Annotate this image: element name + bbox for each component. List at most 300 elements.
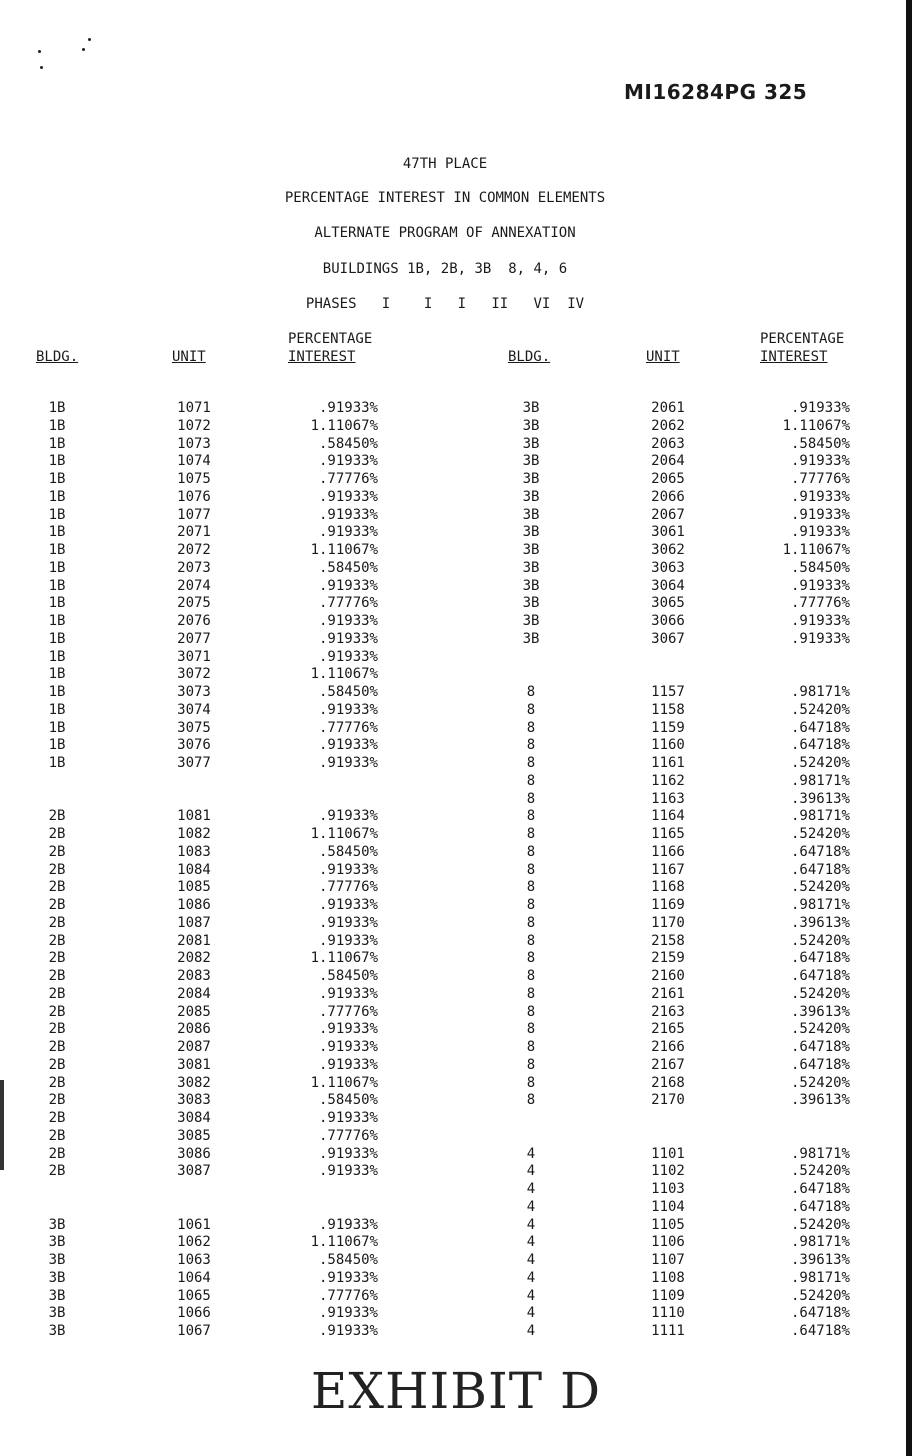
table-cell-bldg: 3B xyxy=(522,542,540,558)
table-cell-pct: .64718% xyxy=(790,1198,850,1215)
table-cell-unit xyxy=(164,1199,224,1217)
table-cell-unit: 3077 xyxy=(177,755,211,771)
table-cell-pct: .52420% xyxy=(790,701,850,718)
table-cell-unit: 3081 xyxy=(177,1056,211,1073)
table-cell-pct: .91933% xyxy=(790,613,850,629)
header-unit-left: UNIT xyxy=(172,349,206,365)
table-cell-unit: 3072 xyxy=(177,666,211,683)
table-cell-bldg: 1B xyxy=(48,595,66,612)
table-cell-pct: .91933% xyxy=(318,453,378,470)
table-cell-unit: 1169 xyxy=(651,897,685,913)
table-cell-pct: .98171% xyxy=(790,808,850,825)
table-cell-unit: 1062 xyxy=(177,1234,211,1251)
table-cell-pct: .91933% xyxy=(318,1216,378,1233)
table-cell-unit xyxy=(638,666,698,684)
table-cell-unit: 1074 xyxy=(177,453,211,470)
table-cell-unit: 1065 xyxy=(177,1287,211,1304)
table-cell-unit: 3067 xyxy=(651,630,685,647)
table-cell-unit: 1071 xyxy=(177,400,211,416)
table-cell-unit: 2159 xyxy=(651,950,685,967)
table-cell-unit: 2160 xyxy=(651,968,685,984)
table-cell-bldg: 1B xyxy=(48,453,66,470)
table-cell-pct: .64718% xyxy=(790,843,850,860)
table-cell-pct: .52420% xyxy=(790,985,850,1002)
table-cell-unit: 3087 xyxy=(177,1163,211,1180)
table-cell-bldg: 4 xyxy=(526,1323,536,1339)
table-cell-bldg: 3B xyxy=(522,613,540,629)
right-pct-column xyxy=(740,400,850,1341)
table-cell-pct: .58450% xyxy=(318,559,378,576)
table-cell-unit: 1158 xyxy=(651,701,685,718)
table-cell-unit: 1167 xyxy=(651,861,685,878)
book-page-number: MI16284PG 325 xyxy=(624,80,808,104)
table-cell-unit: 3083 xyxy=(177,1092,211,1109)
table-cell-bldg: 8 xyxy=(526,914,536,931)
table-cell-pct: .64718% xyxy=(790,1056,850,1073)
table-cell-pct: .91933% xyxy=(318,524,378,541)
table-cell-pct: .91933% xyxy=(318,808,378,825)
table-cell-unit: 2086 xyxy=(177,1021,211,1038)
table-cell-unit: 1109 xyxy=(651,1287,685,1304)
speck xyxy=(82,48,85,51)
header-bldg-right: BLDG. xyxy=(508,349,551,365)
table-cell-unit: 2168 xyxy=(651,1074,685,1091)
table-cell-unit: 2073 xyxy=(177,559,211,576)
table-cell-bldg: 3B xyxy=(522,524,540,541)
table-cell-bldg: 8 xyxy=(526,737,536,754)
table-cell-bldg: 3B xyxy=(522,559,540,576)
table-cell-unit: 2085 xyxy=(177,1003,211,1020)
table-cell-unit: 1066 xyxy=(177,1305,211,1322)
table-cell-pct: .77776% xyxy=(318,719,378,736)
table-cell-bldg: 8 xyxy=(526,897,536,913)
table-cell-bldg: 8 xyxy=(526,879,536,896)
table-cell-unit: 2065 xyxy=(651,471,685,487)
table-cell-pct: .64718% xyxy=(790,1181,850,1197)
table-cell-unit: 1105 xyxy=(651,1216,685,1233)
table-cell-unit: 2072 xyxy=(177,542,211,558)
table-cell-pct: .91933% xyxy=(318,932,378,949)
table-cell-bldg: 3B xyxy=(48,1269,66,1286)
table-cell-unit: 1064 xyxy=(177,1269,211,1286)
table-cell-unit: 2165 xyxy=(651,1021,685,1038)
table-cell-bldg: 3B xyxy=(522,471,540,487)
table-cell-unit: 3073 xyxy=(177,684,211,700)
table-cell-bldg: 2B xyxy=(48,1092,66,1109)
table-cell-bldg: 4 xyxy=(526,1145,536,1162)
table-cell-unit: 1086 xyxy=(177,897,211,913)
table-cell-bldg: 3B xyxy=(522,630,540,647)
table-cell-pct: .64718% xyxy=(790,1323,850,1339)
table-cell-unit: 1168 xyxy=(651,879,685,896)
table-cell-unit: 3086 xyxy=(177,1145,211,1162)
table-cell-bldg: 1B xyxy=(48,524,66,541)
header-pct-left-1: PERCENTAGE xyxy=(288,331,373,347)
table-cell-pct: .77776% xyxy=(318,471,378,487)
exhibit-label: EXHIBIT D xyxy=(310,1362,602,1420)
table-cell-bldg: 2B xyxy=(48,1145,66,1162)
title-line-1: 47TH PLACE xyxy=(402,156,488,172)
table-cell-pct: .52420% xyxy=(790,755,850,771)
table-cell-pct: .58450% xyxy=(318,1252,378,1268)
table-cell-pct: .91933% xyxy=(790,488,850,505)
table-cell-bldg xyxy=(37,1199,77,1217)
table-cell-pct: .64718% xyxy=(790,861,850,878)
table-cell-bldg: 8 xyxy=(526,968,536,984)
table-cell-unit xyxy=(164,773,224,791)
table-cell-pct: .64718% xyxy=(790,1305,850,1322)
table-cell-bldg: 3B xyxy=(48,1234,66,1251)
table-cell-bldg: 4 xyxy=(526,1163,536,1180)
table-cell-pct xyxy=(268,791,378,809)
table-cell-bldg: 8 xyxy=(526,1056,536,1073)
table-cell-unit: 1085 xyxy=(177,879,211,896)
table-cell-pct: .98171% xyxy=(790,897,850,913)
table-cell-pct: .39613% xyxy=(790,1003,850,1020)
table-cell-pct: .91933% xyxy=(318,861,378,878)
table-cell-pct: 1.11067% xyxy=(310,417,378,434)
table-cell-pct: .91933% xyxy=(318,1145,378,1162)
table-cell-unit: 1170 xyxy=(651,914,685,931)
table-cell-bldg: 3B xyxy=(522,577,540,594)
table-cell-unit: 2067 xyxy=(651,506,685,523)
table-cell-unit: 2084 xyxy=(177,985,211,1002)
table-cell-bldg: 4 xyxy=(526,1181,536,1197)
table-cell-pct: .91933% xyxy=(318,648,378,665)
speck xyxy=(40,66,43,69)
header-pct-right-1: PERCENTAGE xyxy=(760,331,845,347)
header-pct-left-2: INTEREST xyxy=(288,349,356,365)
table-cell-pct: .52420% xyxy=(790,932,850,949)
left-unit-column xyxy=(164,400,224,1341)
table-cell-bldg: 1B xyxy=(48,400,66,416)
table-cell-pct xyxy=(740,1128,850,1146)
table-cell-bldg: 3B xyxy=(522,488,540,505)
table-cell-bldg: 1B xyxy=(48,630,66,647)
table-cell-pct: .58450% xyxy=(790,559,850,576)
table-cell-bldg: 8 xyxy=(526,701,536,718)
table-cell-unit: 2063 xyxy=(651,435,685,452)
left-pct-column xyxy=(268,400,378,1341)
table-cell-bldg: 1B xyxy=(48,755,66,771)
table-cell-bldg: 2B xyxy=(48,1163,66,1180)
table-cell-pct: .91933% xyxy=(318,755,378,771)
table-cell-pct: 1.11067% xyxy=(782,542,850,558)
table-cell-bldg: 1B xyxy=(48,737,66,754)
table-cell-pct: 1.11067% xyxy=(310,1074,378,1091)
table-cell-unit: 1084 xyxy=(177,861,211,878)
table-cell-bldg: 2B xyxy=(48,985,66,1002)
table-cell-unit: 3085 xyxy=(177,1127,211,1144)
table-cell-bldg: 1B xyxy=(48,506,66,523)
table-cell-bldg: 3B xyxy=(48,1252,66,1268)
table-cell-bldg: 8 xyxy=(526,1021,536,1038)
table-cell-pct: .98171% xyxy=(790,1269,850,1286)
table-cell-unit: 2064 xyxy=(651,453,685,470)
table-cell-bldg: 8 xyxy=(526,808,536,825)
table-cell-bldg: 3B xyxy=(522,400,540,416)
table-cell-pct: .64718% xyxy=(790,950,850,967)
table-cell-unit xyxy=(638,1128,698,1146)
table-cell-unit xyxy=(638,649,698,667)
table-cell-bldg: 2B xyxy=(48,826,66,842)
table-cell-bldg: 2B xyxy=(48,932,66,949)
table-cell-unit: 3065 xyxy=(651,595,685,612)
table-cell-unit: 1067 xyxy=(177,1323,211,1339)
table-cell-pct: .77776% xyxy=(318,1003,378,1020)
table-cell-bldg: 3B xyxy=(48,1216,66,1233)
table-cell-bldg: 2B xyxy=(48,1074,66,1091)
table-cell-pct: .58450% xyxy=(790,435,850,452)
table-cell-pct: .91933% xyxy=(318,577,378,594)
table-cell-pct: 1.11067% xyxy=(310,1234,378,1251)
table-cell-unit: 1163 xyxy=(651,790,685,807)
table-cell-bldg: 2B xyxy=(48,968,66,984)
table-cell-pct: .39613% xyxy=(790,790,850,807)
table-cell-bldg xyxy=(511,666,551,684)
table-cell-pct: .58450% xyxy=(318,843,378,860)
table-cell-pct: .52420% xyxy=(790,1074,850,1091)
table-cell-bldg: 2B xyxy=(48,1021,66,1038)
table-cell-pct xyxy=(268,773,378,791)
table-cell-bldg: 2B xyxy=(48,950,66,967)
table-cell-pct: .52420% xyxy=(790,1216,850,1233)
table-cell-unit: 1087 xyxy=(177,914,211,931)
table-cell-pct: .98171% xyxy=(790,684,850,700)
table-cell-bldg: 3B xyxy=(48,1323,66,1339)
table-cell-bldg: 2B xyxy=(48,861,66,878)
table-cell-unit: 2061 xyxy=(651,400,685,416)
table-cell-pct: .52420% xyxy=(790,1021,850,1038)
table-cell-unit: 2075 xyxy=(177,595,211,612)
table-cell-pct: .91933% xyxy=(318,613,378,629)
table-cell-pct: .77776% xyxy=(790,471,850,487)
table-cell-unit: 1106 xyxy=(651,1234,685,1251)
table-cell-unit: 1082 xyxy=(177,826,211,842)
table-cell-bldg: 1B xyxy=(48,613,66,629)
table-cell-bldg xyxy=(37,1181,77,1199)
table-cell-bldg: 4 xyxy=(526,1234,536,1251)
table-cell-unit: 2071 xyxy=(177,524,211,541)
table-cell-unit: 2082 xyxy=(177,950,211,967)
table-cell-pct: .64718% xyxy=(790,719,850,736)
table-cell-bldg: 2B xyxy=(48,1127,66,1144)
table-cell-unit: 1110 xyxy=(651,1305,685,1322)
table-cell-pct xyxy=(740,1110,850,1128)
table-cell-bldg xyxy=(511,1128,551,1146)
table-cell-bldg xyxy=(511,1110,551,1128)
table-cell-bldg: 1B xyxy=(48,684,66,700)
table-cell-bldg: 3B xyxy=(522,417,540,434)
table-cell-bldg: 8 xyxy=(526,843,536,860)
table-cell-pct: 1.11067% xyxy=(310,826,378,842)
table-cell-pct: .91933% xyxy=(318,1110,378,1126)
table-cell-bldg: 1B xyxy=(48,471,66,487)
table-cell-pct: .77776% xyxy=(318,1127,378,1144)
table-cell-bldg: 8 xyxy=(526,790,536,807)
table-cell-unit: 1166 xyxy=(651,843,685,860)
table-cell-unit: 2163 xyxy=(651,1003,685,1020)
table-cell-pct xyxy=(740,666,850,684)
table-cell-unit: 1107 xyxy=(651,1252,685,1268)
table-cell-pct: .58450% xyxy=(318,968,378,984)
table-cell-unit: 3062 xyxy=(651,542,685,558)
table-cell-pct: .91933% xyxy=(318,488,378,505)
table-cell-bldg: 4 xyxy=(526,1269,536,1286)
table-cell-pct: .39613% xyxy=(790,1092,850,1109)
table-cell-bldg: 8 xyxy=(526,932,536,949)
table-cell-pct: .91933% xyxy=(790,453,850,470)
table-cell-unit: 1104 xyxy=(651,1198,685,1215)
table-cell-unit: 1081 xyxy=(177,808,211,825)
table-cell-bldg: 8 xyxy=(526,719,536,736)
table-cell-pct: .64718% xyxy=(790,968,850,984)
table-cell-unit: 1061 xyxy=(177,1216,211,1233)
table-cell-pct: .91933% xyxy=(318,1305,378,1322)
table-cell-pct: .91933% xyxy=(318,400,378,416)
table-cell-pct: .91933% xyxy=(318,506,378,523)
table-cell-pct: .39613% xyxy=(790,1252,850,1268)
table-cell-bldg xyxy=(37,791,77,809)
table-cell-pct xyxy=(740,649,850,667)
table-cell-pct: .91933% xyxy=(318,1021,378,1038)
title-line-4: BUILDINGS 1B, 2B, 3B 8, 4, 6 xyxy=(322,261,568,277)
table-cell-unit: 2167 xyxy=(651,1056,685,1073)
table-cell-unit: 3076 xyxy=(177,737,211,754)
table-cell-unit: 3075 xyxy=(177,719,211,736)
header-pct-right-2: INTEREST xyxy=(760,349,828,365)
table-cell-bldg: 2B xyxy=(48,1003,66,1020)
table-cell-bldg: 1B xyxy=(48,648,66,665)
table-cell-bldg: 1B xyxy=(48,577,66,594)
table-cell-unit: 1103 xyxy=(651,1181,685,1197)
table-cell-unit: 1165 xyxy=(651,826,685,842)
table-cell-unit: 1161 xyxy=(651,755,685,771)
table-cell-bldg: 1B xyxy=(48,559,66,576)
table-cell-bldg: 8 xyxy=(526,1039,536,1055)
table-cell-pct: .91933% xyxy=(318,737,378,754)
table-cell-bldg: 8 xyxy=(526,1003,536,1020)
table-cell-unit: 3074 xyxy=(177,701,211,718)
table-cell-bldg: 4 xyxy=(526,1252,536,1268)
table-cell-pct: .58450% xyxy=(318,684,378,700)
table-cell-pct: .77776% xyxy=(318,879,378,896)
table-cell-unit: 1072 xyxy=(177,417,211,434)
table-cell-pct: .98171% xyxy=(790,1145,850,1162)
table-cell-unit: 1111 xyxy=(651,1323,685,1339)
table-cell-bldg: 2B xyxy=(48,843,66,860)
table-cell-unit: 2083 xyxy=(177,968,211,984)
table-cell-pct: .91933% xyxy=(790,400,850,416)
table-cell-unit: 2077 xyxy=(177,630,211,647)
table-cell-pct: .91933% xyxy=(318,630,378,647)
speck xyxy=(88,38,91,41)
table-cell-bldg: 1B xyxy=(48,488,66,505)
table-cell-pct: .98171% xyxy=(790,1234,850,1251)
table-cell-unit: 1083 xyxy=(177,843,211,860)
table-cell-pct: 1.11067% xyxy=(310,950,378,967)
title-line-2: PERCENTAGE INTEREST IN COMMON ELEMENTS xyxy=(284,190,606,206)
table-cell-bldg: 8 xyxy=(526,1092,536,1109)
table-cell-pct: .52420% xyxy=(790,1287,850,1304)
table-cell-unit: 2062 xyxy=(651,417,685,434)
table-cell-pct: .64718% xyxy=(790,1039,850,1055)
table-cell-bldg: 4 xyxy=(526,1198,536,1215)
table-cell-pct: .77776% xyxy=(318,1287,378,1304)
right-unit-column xyxy=(638,400,698,1341)
table-cell-bldg: 8 xyxy=(526,1074,536,1091)
table-cell-bldg: 8 xyxy=(526,826,536,842)
table-cell-unit: 2158 xyxy=(651,932,685,949)
table-cell-unit: 2170 xyxy=(651,1092,685,1109)
table-cell-pct: 1.11067% xyxy=(782,417,850,434)
table-cell-unit: 1076 xyxy=(177,488,211,505)
table-cell-bldg: 2B xyxy=(48,808,66,825)
table-cell-bldg: 2B xyxy=(48,1039,66,1055)
table-cell-pct: 1.11067% xyxy=(310,542,378,558)
table-cell-unit: 3071 xyxy=(177,648,211,665)
table-cell-unit: 2166 xyxy=(651,1039,685,1055)
table-cell-unit xyxy=(164,791,224,809)
table-cell-bldg: 8 xyxy=(526,772,536,789)
table-cell-pct: .52420% xyxy=(790,879,850,896)
table-cell-unit: 1164 xyxy=(651,808,685,825)
table-cell-pct: .91933% xyxy=(318,701,378,718)
table-cell-unit: 2066 xyxy=(651,488,685,505)
right-bldg-column xyxy=(511,400,551,1341)
table-cell-unit: 2074 xyxy=(177,577,211,594)
table-cell-pct: .91933% xyxy=(318,1323,378,1339)
table-cell-bldg: 3B xyxy=(522,506,540,523)
table-cell-pct: .64718% xyxy=(790,737,850,754)
table-cell-unit: 3061 xyxy=(651,524,685,541)
table-cell-unit: 1160 xyxy=(651,737,685,754)
table-cell-unit: 1157 xyxy=(651,684,685,700)
table-cell-bldg: 3B xyxy=(522,595,540,612)
table-cell-bldg: 1B xyxy=(48,417,66,434)
table-cell-pct: .52420% xyxy=(790,1163,850,1180)
table-cell-unit: 1077 xyxy=(177,506,211,523)
table-cell-bldg: 8 xyxy=(526,861,536,878)
table-cell-pct: .39613% xyxy=(790,914,850,931)
table-cell-pct: .52420% xyxy=(790,826,850,842)
table-cell-pct: .91933% xyxy=(790,630,850,647)
table-cell-bldg: 2B xyxy=(48,879,66,896)
table-cell-bldg: 8 xyxy=(526,985,536,1002)
table-cell-unit: 3063 xyxy=(651,559,685,576)
table-cell-bldg: 1B xyxy=(48,666,66,683)
table-cell-bldg: 3B xyxy=(522,453,540,470)
table-cell-unit: 2161 xyxy=(651,985,685,1002)
table-cell-bldg: 1B xyxy=(48,701,66,718)
table-cell-unit: 1101 xyxy=(651,1145,685,1162)
table-cell-unit: 3082 xyxy=(177,1074,211,1091)
table-cell-bldg: 2B xyxy=(48,914,66,931)
table-cell-pct: .91933% xyxy=(790,577,850,594)
table-cell-unit: 3064 xyxy=(651,577,685,594)
table-cell-unit: 1073 xyxy=(177,435,211,452)
table-cell-pct: .77776% xyxy=(318,595,378,612)
table-cell-bldg: 1B xyxy=(48,435,66,452)
table-cell-unit: 1159 xyxy=(651,719,685,736)
table-cell-pct: .91933% xyxy=(790,524,850,541)
table-cell-pct: .91933% xyxy=(318,1269,378,1286)
table-cell-bldg xyxy=(511,649,551,667)
table-cell-pct: .58450% xyxy=(318,435,378,452)
table-cell-unit: 2087 xyxy=(177,1039,211,1055)
table-cell-bldg: 3B xyxy=(48,1287,66,1304)
table-cell-unit: 1075 xyxy=(177,471,211,487)
